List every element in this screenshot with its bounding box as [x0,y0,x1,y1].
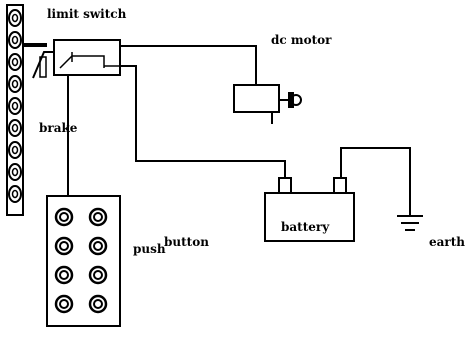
rail-ring-inner [13,125,18,132]
rail-ring-inner [13,169,18,176]
push-button [90,238,106,254]
push-button-inner [94,271,102,279]
rail-ring-inner [13,81,18,88]
rail-ring-inner [13,191,18,198]
push-button-inner [60,300,68,308]
rail-ring [9,98,21,114]
push-label: push [133,242,166,256]
rail-ring-inner [13,59,18,66]
brake-rail [7,5,23,215]
dc-motor-label: dc motor [271,33,332,47]
rail-ring-inner [13,37,18,44]
push-button-inner [94,242,102,250]
push-button [90,267,106,283]
rail-ring [9,142,21,158]
rail-ring-inner [13,147,18,154]
battery-label: battery [281,220,330,234]
push-button [56,267,72,283]
rail-ring [9,186,21,202]
rail-ring [9,32,21,48]
rail-ring-inner [13,15,18,22]
push-button-icon [47,196,120,326]
rail-ring [9,120,21,136]
push-button-inner [60,213,68,221]
push-button-inner [60,271,68,279]
push-button [90,209,106,225]
rail-ring [9,76,21,92]
push-button-inner [60,242,68,250]
earth-ground-icon [397,216,423,230]
button-label: button [164,235,209,249]
brake-label: brake [39,121,78,135]
push-button [90,296,106,312]
earth-label: earth [429,235,465,249]
push-button [56,296,72,312]
push-button-inner [94,213,102,221]
push-button-inner [94,300,102,308]
rail-ring [9,10,21,26]
rail-ring [9,164,21,180]
limit-switch-label: limit switch [47,7,127,21]
rail-ring [9,54,21,70]
motor-icon [234,85,301,112]
rail-ring-inner [13,103,18,110]
push-button [56,209,72,225]
push-button [56,238,72,254]
